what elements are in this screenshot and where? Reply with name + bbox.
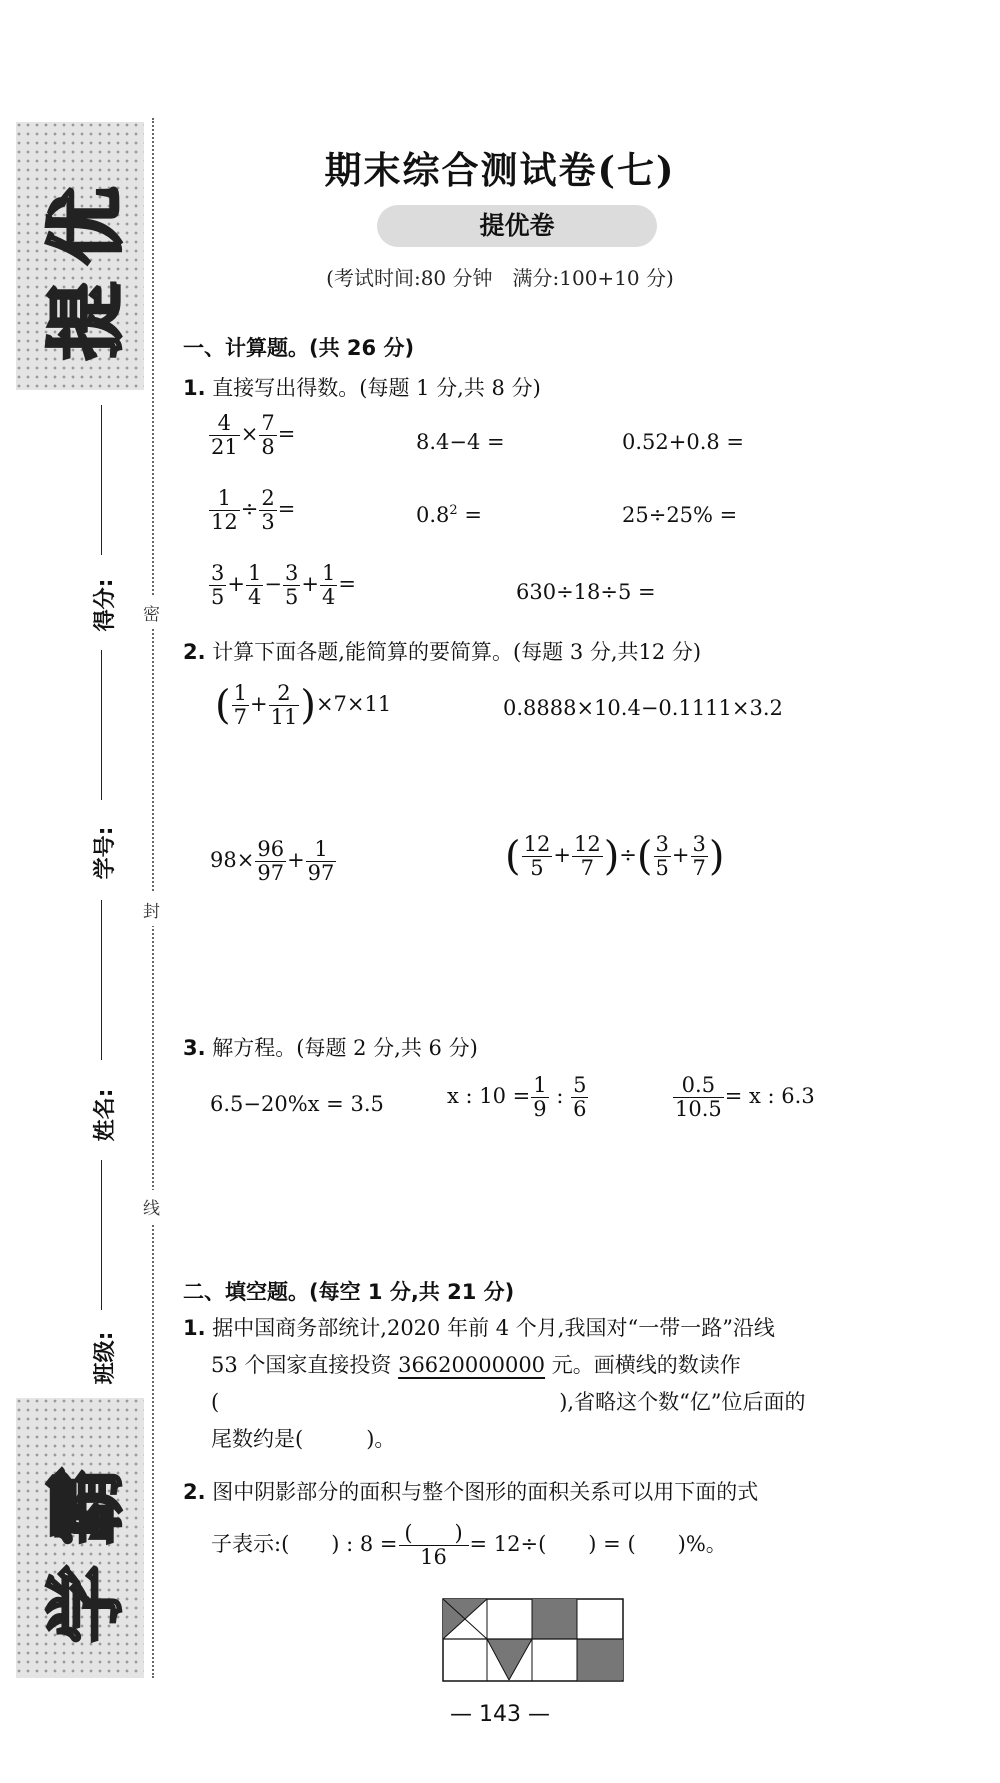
page-title: 期末综合测试卷(七) [324,148,676,192]
margin-char-top-1: 提 [42,282,132,361]
calc-item-g: $\frac{3}{5}$ + $\frac{1}{4}$ − $\frac{3}{5}$ + $\frac{1}{4}$ = [211,561,356,610]
fill-question-2-expression[interactable]: 子表示:( ) : 8 = $\frac{( )}{16}$ = 12÷( ) = ( )%。 [211,1521,727,1570]
field-line-score[interactable] [101,405,102,555]
shaded-area-figure [442,1598,624,1682]
calc-item-c: 0.52+0.8 = [622,430,745,454]
class-label: 班级: [93,1331,118,1385]
section-1-heading: 一、计算题。(共 26 分) [183,336,415,360]
page-number: — 143 — [450,1702,550,1727]
calc-item-d: $\frac{1}{12}$ ÷ $\frac{2}{3}$ = [211,486,296,535]
name-label: 姓名: [93,1088,118,1142]
margin-char-bottom-1: 学 [42,1565,132,1644]
cut-word-line: 线 [143,1190,160,1223]
calc-item-e: $0.8^2$ = [416,503,482,527]
cut-word-close: 封 [143,893,160,926]
fill-question-1: 1. 据中国商务部统计,2020 年前 4 个月,我国对“一带一路”沿线 53 个国家直接投资 36620000000 元。画横线的数读作 ( ),省略这个数“亿”位后面的 尾数约是( )。 [183,1316,806,1451]
simplify-item-b: 0.8888×10.4−0.1111×3.2 [503,696,783,720]
question-number: 1. [183,376,206,400]
question-1-1 [183,372,541,402]
field-line-name[interactable] [101,900,102,1060]
calc-item-f: 25÷25% = [622,503,738,527]
underlined-number: 36620000000 [398,1353,546,1377]
exam-info: (考试时间:80 分钟 满分:100+10 分) [326,266,674,290]
simplify-item-d: ( $\frac{12}{5}$ + $\frac{12}{7}$ )÷( $\frac{3}{5}$ + $\frac{3}{7}$ ) [505,832,725,881]
simplify-item-c: 98× $\frac{96}{97}$ + $\frac{1}{97}$ [210,837,335,886]
question-1-3: 3. 解方程。(每题 2 分,共 6 分) [183,1036,478,1060]
question-1-2: 2. 计算下面各题,能简算的要简算。(每题 3 分,共12 分) [183,640,702,664]
student-id-label: 学号: [93,826,118,880]
calc-item-h: 630÷18÷5 = [516,580,656,604]
cut-word-seal: 密 [143,596,160,629]
fill-question-2: 2. 图中阴影部分的面积与整个图形的面积关系可以用下面的式 [183,1480,759,1504]
paper-type-badge: 提优卷 [377,205,657,247]
calc-item-b: 8.4−4 = [416,430,505,454]
calc-item-a: $\frac{4}{21}$ × $\frac{7}{8}$ = [211,411,296,460]
simplify-item-a: ( $\frac{1}{7}$ + $\frac{2}{11}$ )×7×11 [215,681,392,730]
margin-char-top-2: 优 [42,187,132,266]
margin-char-bottom-2: 霸 [42,1467,132,1546]
field-line-id[interactable] [101,650,102,800]
section-2-heading: 二、填空题。(每空 1 分,共 21 分) [183,1280,515,1304]
equation-b: x : 10 = $\frac{1}{9}$ : $\frac{5}{6}$ [447,1073,587,1122]
equation-c: $\frac{0.5}{10.5}$ = x : 6.3 [675,1073,815,1122]
score-label: 得分: [93,578,118,632]
equation-a: 6.5−20%x = 3.5 [210,1092,384,1116]
field-line-class[interactable] [101,1160,102,1310]
answer-blank-approx[interactable]: 尾数约是( )。 [211,1427,396,1451]
question-text: 直接写出得数。(每题 1 分,共 8 分) [212,376,541,400]
